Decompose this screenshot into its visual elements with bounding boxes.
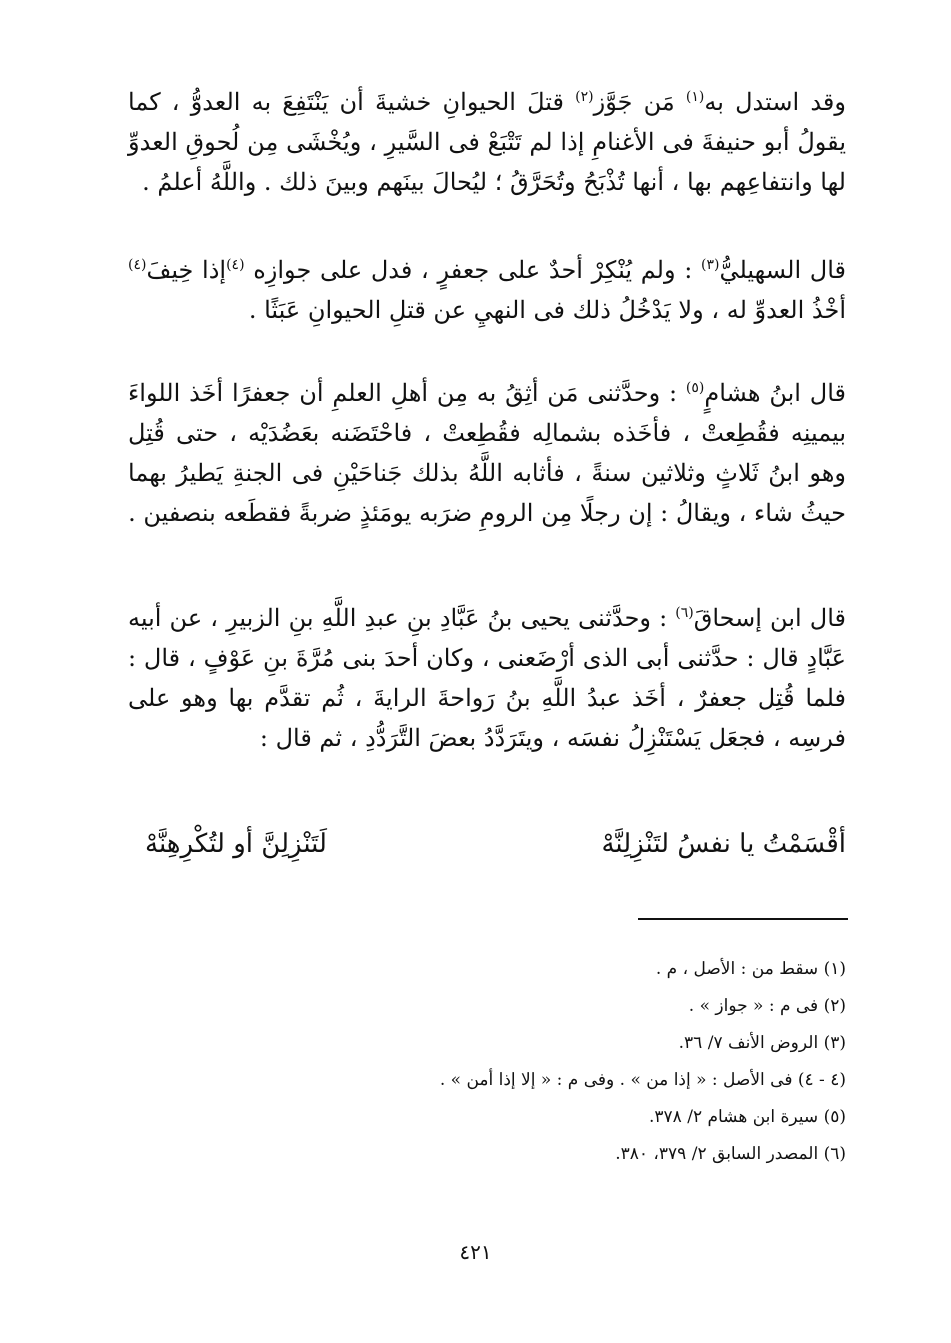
footnote-ref-1[interactable]: (١) <box>685 89 705 105</box>
paragraph-2-text-c: إذا خِيفَ <box>146 256 227 284</box>
paragraph-1 <box>128 82 846 202</box>
paragraph-4-text-b: : وحدَّثنى يحيى بنُ عَبَّادِ بنِ عبدِ اللَّهِ بنِ الزبيرِ ، عن أبيه عَبَّادٍ قال : حدَّثنى أبى الذى أرْضَعنى ، وكان أحدَ بنى مُرَّةَ بنِ عَوْفٍ ، قال : فلما قُتِل جعفرٌ ، أخَذ عبدُ اللَّهِ بنُ رَواحةَ الرايةَ ، ثُم تقدَّم بها وهو على فرسِه ، فجعَل يَسْتَنْزِلُ نفسَه ، ويتَرَدَّدُ بعضَ التَّرَدُّدِ ، ثم قال : <box>128 604 846 752</box>
footnote-ref-2[interactable]: (٢) <box>575 89 594 105</box>
paragraph-1-text-c: قتلَ الحيوانِ خشيةَ أن يَنْتَفِعَ به العدوُّ ، كما يقولُ أبو حنيفةَ فى الأغنامِ إذا لم تَتْبَعْ فى السَّيرِ ، ويُخْشَى مِن لُحوقِ العدوِّ لها وانتفاعِهم بها ، أنها تُذْبَحُ وتُحَرَّقُ ؛ ليُحالَ بينَهم وبينَ ذلك . واللَّهُ أعلمُ . <box>128 88 847 196</box>
footnote-separator <box>638 918 848 920</box>
paragraph-1-text-b: مَن جَوَّز <box>593 88 686 116</box>
footnote-4: (٤ - ٤) فى الأصل : « إذا من » . وفى م : « إلا إذا أمن » . <box>439 1070 846 1090</box>
paragraph-3-text-b: : وحدَّثنى مَن أثِقُ به مِن أهلِ العلمِ أن جعفرًا أخَذ اللواءَ بيمينِه فقُطِعتْ ، فأخَذه بشمالِه فقُطِعتْ ، فاحْتَضَنه بعَضُدَيْه ، حتى قُتِل وهو ابنُ ثَلاثٍ وثلاثين سنةً ، فأثابه اللَّهُ بذلك جَناحَيْنِ فى الجنةِ يَطيرُ بهما حيثُ شاء ، ويقالُ : إن رجلًا مِن الرومِ ضرَبه يومَئذٍ ضربةً فقطَعه بنصفين . <box>128 379 846 527</box>
page-number: ٤٢١ <box>459 1240 492 1264</box>
verse-first-hemistich: أقْسَمْتُ يا نفسُ لتَنْزِلِنَّهْ <box>601 829 846 859</box>
verse-second-hemistich: لَتَنْزِلِنَّ أو لتُكْرِهِنَّهْ <box>145 829 327 859</box>
paragraph-2-text-a: قال السهيليُّ <box>719 256 846 284</box>
footnote-ref-5[interactable]: (٥) <box>685 380 705 396</box>
footnote-2: (٢) فى م : « جواز » . <box>688 996 846 1016</box>
footnote-ref-4-open[interactable]: (٤) <box>226 257 245 273</box>
footnote-6: (٦) المصدر السابق ٢/ ٣٧٩، ٣٨٠. <box>615 1144 846 1164</box>
paragraph-2-text-d: أخْذُ العدوِّ له ، ولا يَدْخُلُ ذلك فى النهيِ عن قتلِ الحيوانِ عَبَثًا . <box>248 296 846 324</box>
footnote-1: (١) سقط من : الأصل ، م . <box>655 959 846 979</box>
footnote-3: (٣) الروض الأنف ٧/ ٣٦. <box>678 1033 846 1053</box>
footnote-ref-6[interactable]: (٦) <box>675 605 694 621</box>
paragraph-2 <box>128 250 846 330</box>
paragraph-3-text-a: قال ابنُ هشامٍ <box>704 379 846 407</box>
footnote-5: (٥) سيرة ابن هشام ٢/ ٣٧٨. <box>648 1107 846 1127</box>
paragraph-4 <box>128 598 846 758</box>
paragraph-2-text-b: : ولم يُنْكِرْ أحدٌ على جعفرٍ ، فدل على جوازِه <box>244 256 701 284</box>
paragraph-3 <box>128 373 846 533</box>
paragraph-4-text-a: قال ابن إسحاقَ <box>693 604 846 632</box>
paragraph-1-text-a: وقد استدل به <box>704 88 846 116</box>
footnotes-list <box>200 951 846 1173</box>
footnote-ref-3[interactable]: (٣) <box>701 257 720 273</box>
footnote-ref-4-close[interactable]: (٤) <box>128 257 147 273</box>
poem-verse <box>145 822 846 866</box>
